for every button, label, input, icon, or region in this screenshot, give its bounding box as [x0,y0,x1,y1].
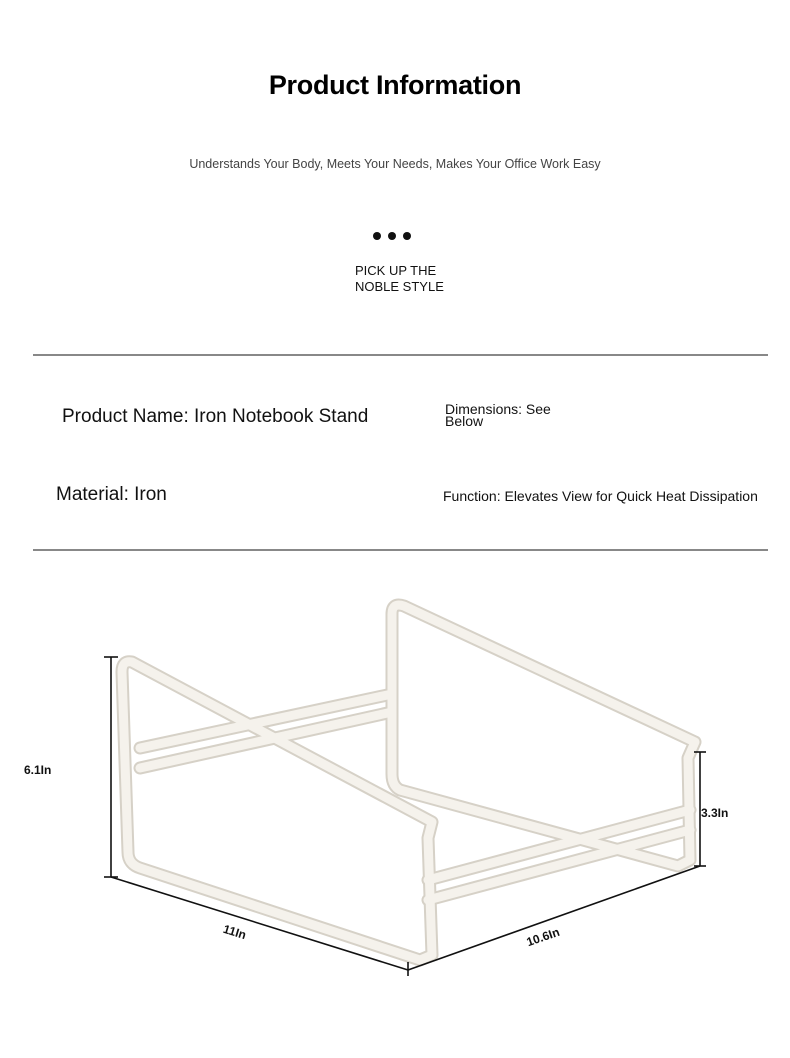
dimension-length: 11In [221,921,248,943]
dot-icon [373,232,381,240]
dimension-height-total: 6.1In [24,763,52,777]
width-line [408,866,700,970]
page-title: Product Information [268,70,522,100]
divider-top [33,354,768,356]
tagline-line-1: PICK UP THE [355,263,437,278]
dimension-height-back: 3.3In [701,806,729,820]
length-line [111,877,408,970]
tagline-line-2: NOBLE STYLE [355,279,444,294]
ellipsis-dots [373,232,418,250]
spec-product-name: Product Name: Iron Notebook Stand [62,406,369,427]
tagline [355,263,444,295]
laptop-stand-illustration [0,570,790,1058]
page-subtitle: Understands Your Body, Meets Your Needs, Makes Your Office Work Easy [189,157,601,171]
spec-material: Material: Iron [56,484,167,505]
dot-icon [403,232,411,240]
spec-dimensions-line-1: Dimensions: See [445,401,551,417]
dimension-width: 10.6In [524,924,562,950]
dot-icon [388,232,396,240]
spec-dimensions [445,403,551,427]
spec-dimensions-line-2: Below [445,413,484,429]
divider-bottom [33,549,768,551]
spec-function: Function: Elevates View for Quick Heat Dissipation [443,488,758,504]
